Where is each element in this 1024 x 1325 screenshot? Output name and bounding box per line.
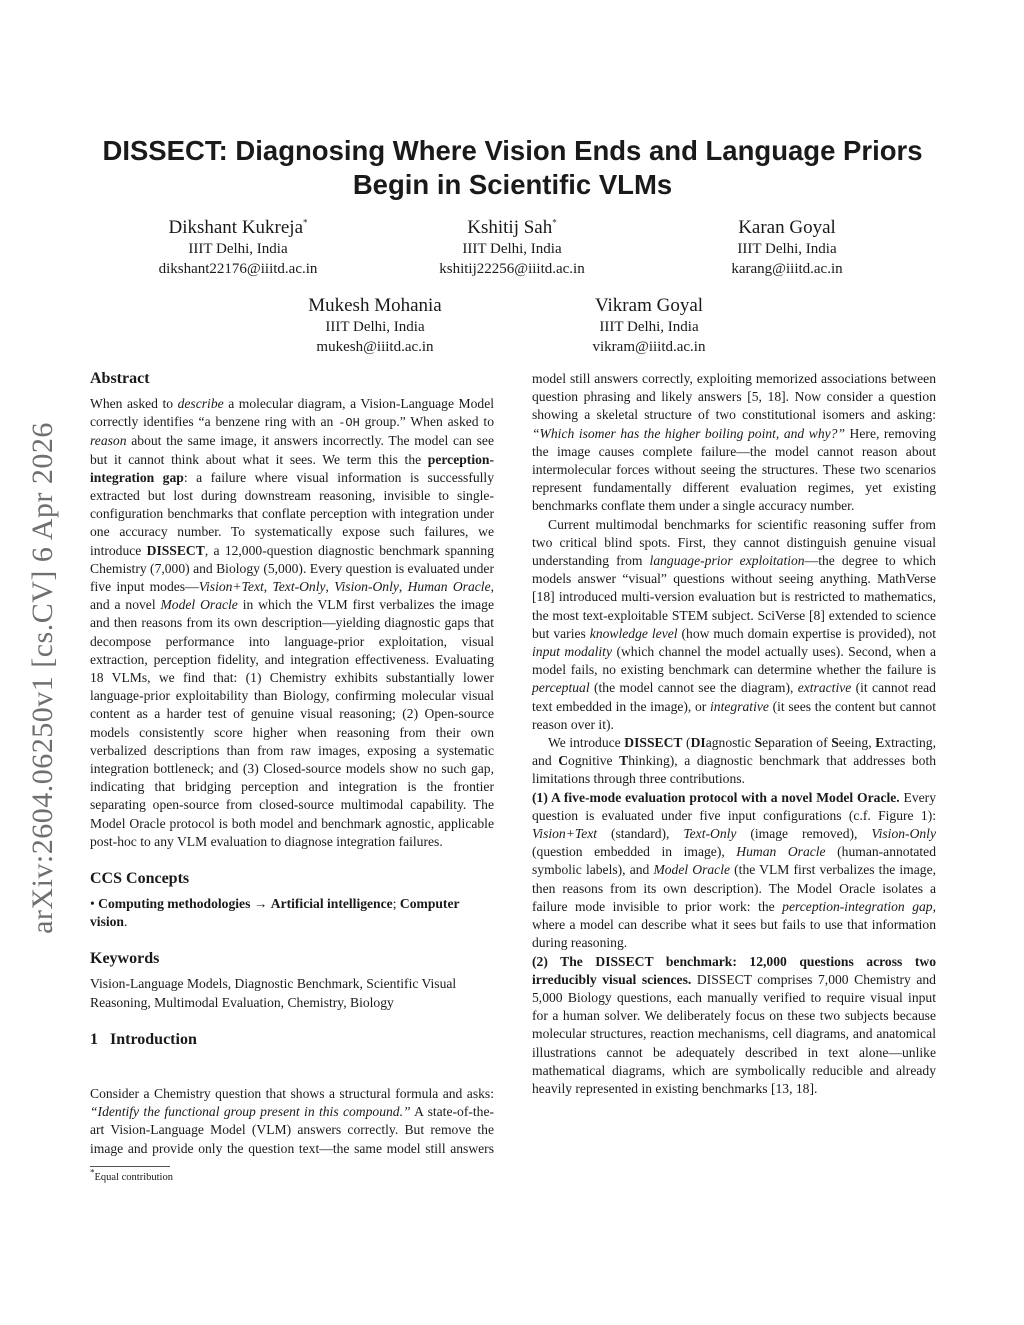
author-footnote-mark: * <box>552 217 557 228</box>
keywords-section <box>90 949 494 1011</box>
arxiv-identifier-text: arXiv:2604.06250v1 [cs.CV] 6 Apr 2026 <box>26 422 59 934</box>
intro-paragraph-2: Current multimodal benchmarks for scientific reasoning suffer from two critical blind spots. First, they cannot distinguish genuine visual understanding from language-prior exploitation—the degree to which models answer “visual” questions without seeing anything. MathVerse [18] introduced multi-version evaluation but is restricted to mathematics, the most text-exploitable STEM subject. SciVerse [8] extended to science but varies knowledge level (how much domain expertise is provided), not input modality (which channel the model actually uses). Second, when a model fails, no existing benchmark can determine whether the failure is perceptual (the model cannot see the diagram), extractive (it cannot read text embedded in the image), or integrative (it sees the content but cannot reason over it). <box>532 516 937 732</box>
author-block <box>637 217 937 279</box>
author-email: dikshant22176@iiitd.ac.in <box>158 261 318 277</box>
author-affiliation: IIIT Delhi, India <box>599 319 699 335</box>
left-column <box>90 369 494 1056</box>
author-name <box>88 217 388 239</box>
paper-title: DISSECT: Diagnosing Where Vision Ends and Language Priors Begin in Scientific VLMs <box>102 135 923 200</box>
intro-paragraph-1-cont: model still answers correctly, exploiting memorized associations between question phrasing and likely answers [5, 18]. Now consider a question showing a skeletal structure of two constitutional isomers and asking: “Which isomer has the higher boiling point, and why?” Here, removing the image causes complete failure—the model cannot reason about intermolecular forces without seeing the structures. These two scenarios represent fundamentally different evaluation regimes, yet existing benchmarks conflate them under a single accuracy number. <box>532 371 936 514</box>
author-name: Mukesh Mohania <box>308 295 442 316</box>
author-block <box>88 217 388 279</box>
author-email: kshitij22256@iiitd.ac.in <box>439 261 585 277</box>
author-block <box>225 295 525 357</box>
author-affiliation: IIIT Delhi, India <box>737 241 837 257</box>
author-affiliation: IIIT Delhi, India <box>188 241 288 257</box>
author-email: karang@iiitd.ac.in <box>731 261 843 277</box>
author-block <box>499 295 799 357</box>
author-email: vikram@iiitd.ac.in <box>592 339 706 355</box>
keywords-text: Vision-Language Models, Diagnostic Benchmark, Scientific Visual Reasoning, Multimodal Evaluation, Chemistry, Biology <box>90 976 457 1010</box>
footnote-text: Equal contribution <box>94 1172 173 1183</box>
contribution-2: (2) The DISSECT benchmark: 12,000 questions across two irreducibly visual sciences. DISSECT comprises 7,000 Chemistry and 5,000 Biology questions, each manually verified to require visual input for a human solver. We deliberately focus on these two subjects because molecular structures, reaction mechanisms, cell diagrams, and anatomical illustrations cannot be adequately described in text alone—unlike mathematical diagrams, which are symbolically reducible and already heavily represented in existing benchmarks [13, 18]. <box>532 953 936 1096</box>
abstract-text: When asked to describe a molecular diagram, a Vision-Language Model correctly identifies “a benzene ring with an -OH group.” When asked to reason about the same image, it answers incorrectly. The model can see but it cannot think about what it sees. We term this the perception-integration gap: a failure where visual information is successfully extracted but lost during downstream reasoning, invisible to single-configuration benchmarks that conflate perception with integration under one accuracy number. To systematically expose such failures, we introduce DISSECT, a 12,000-question diagnostic benchmark spanning Chemistry (7,000) and Biology (5,000). Every question is evaluated under five input modes—Vision+Text, Text-Only, Vision-Only, Human Oracle, and a novel Model Oracle in which the VLM first verbalizes the image and then reasons from its own description—yielding diagnostic gaps that decompose performance into language-prior exploitation, visual extraction, perception fidelity, and integration effectiveness. Evaluating 18 VLMs, we find that: (1) Chemistry exhibits substantially lower language-prior exploitability than Biology, confirming molecular visual content as a harder test of genuine visual reasoning; (2) Open-source models consistently score higher when reasoning from their own verbalized descriptions than from raw images, exposing a systematic integration bottleneck; and (3) Closed-source models show no such gap, indicating that bridging perception and integration is the frontier separating open-source from closed-source multimodal capability. The Model Oracle protocol is both model and benchmark agnostic, applicable post-hoc to any VLM evaluation to diagnose integration failures. <box>90 396 495 849</box>
footnote-mark: * <box>90 1167 95 1178</box>
author-name <box>362 217 662 239</box>
ccs-heading: CCS Concepts <box>90 870 190 888</box>
ccs-section <box>90 869 494 931</box>
introduction-section <box>90 1030 494 1050</box>
abstract-heading: Abstract <box>90 370 150 387</box>
footnote <box>90 1167 173 1183</box>
keywords-heading: Keywords <box>90 950 160 968</box>
author-name-text: Kshitij Sah <box>467 217 553 238</box>
author-email: mukesh@iiitd.ac.in <box>316 339 434 355</box>
author-footnote-mark: * <box>303 217 308 228</box>
intro-column-left <box>90 1085 494 1157</box>
right-column <box>532 370 936 1098</box>
footnote-rule <box>90 1166 170 1167</box>
intro-paragraph-3: We introduce DISSECT (DIagnostic Separation of Seeing, Extracting, and Cognitive Thinking), a diagnostic benchmark that addresses both limitations through three contributions. <box>532 735 937 787</box>
author-affiliation: IIIT Delhi, India <box>325 319 425 335</box>
author-block <box>362 217 662 279</box>
introduction-heading: 1 Introduction <box>90 1030 197 1048</box>
author-affiliation: IIIT Delhi, India <box>462 241 562 257</box>
arxiv-identifier <box>22 378 64 978</box>
author-name <box>637 217 937 239</box>
intro-paragraph-1: Consider a Chemistry question that shows a structural formula and asks: “Identify the functional group present in this compound.” A state-of-the-art Vision-Language Model (VLM) answers correctly. But remove the image and provide only the question text—the same model still answers <box>90 1086 494 1156</box>
author-name-text: Dikshant Kukreja <box>168 217 304 238</box>
author-name-text: Karan Goyal <box>738 217 836 238</box>
author-name: Vikram Goyal <box>594 295 704 316</box>
contribution-1: (1) A five-mode evaluation protocol with a novel Model Oracle. Every question is evaluated under five input configurations (c.f. Figure 1): Vision+Text (standard), Text-Only (image removed), Vision-Only (question embedded in image), Human Oracle (human-annotated symbolic labels), and Model Oracle (the VLM first verbalizes the image, then reasons from its own description). The Model Oracle isolates a failure mode invisible to prior work: the perception-integration gap, where a model can describe what it sees but fails to use that information during reasoning. <box>532 789 937 951</box>
ccs-text: • Computing methodologies → Artificial intelligence; Computer vision. <box>90 896 460 930</box>
